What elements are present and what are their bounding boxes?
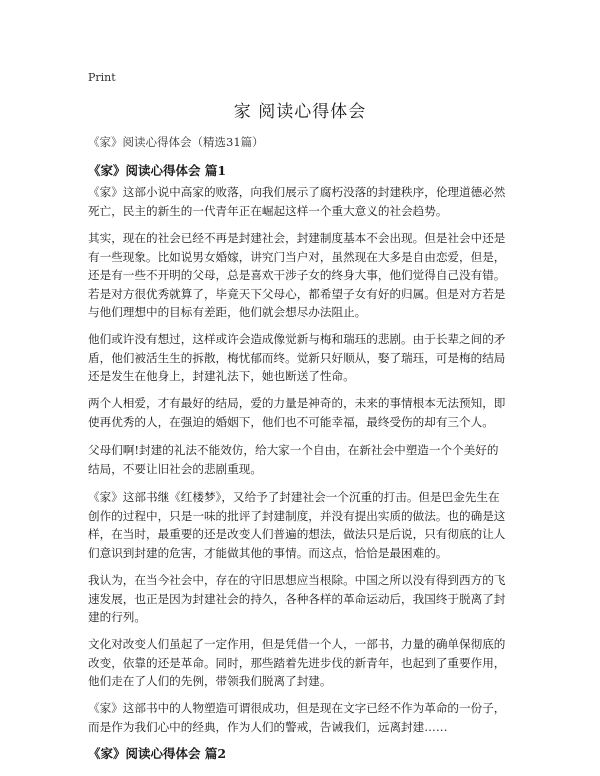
paragraph-line: 建的行列。 — [88, 610, 146, 624]
paragraph-line: 他们或许没有想过，这样或许会造成像觉新与梅和瑞珏的悲剧。由于长辈之间的矛 — [88, 332, 506, 346]
paragraph-line: 《家》这部书中的人物塑造可谓很成功，但是现在文字已经不作为革命的一份子， — [88, 701, 506, 715]
paragraph-line: 《家》这部小说中高家的败落，向我们展示了腐朽没落的封建秩序，伦理道德必然 — [88, 185, 506, 199]
paragraph-line: 若是对方很优秀就算了，毕竟天下父母心，都希望子女有好的归属。但是对方若是 — [88, 286, 506, 301]
paragraph — [88, 183, 516, 220]
paragraph-line: 他们走在了人们的先例，带领我们脱离了封建。 — [88, 674, 332, 688]
paragraph-line: 死亡，民主的新生的一代青年正在崛起这样一个重大意义的社会趋势。 — [88, 203, 448, 218]
paragraph — [88, 330, 516, 386]
paragraph-line: 其实，现在的社会已经不再是封建社会，封建制度基本不会出现。但是社会中还是 — [88, 231, 506, 245]
paragraph — [88, 441, 516, 478]
paragraph-line: 改变，依靠的还是革命。同时，那些踏着先进步伐的新青年，也起到了重要作用， — [88, 655, 506, 670]
print-label[interactable]: Print — [88, 71, 116, 84]
paragraph — [88, 635, 516, 691]
section-heading-2: 《家》阅读心得体会 篇2 — [88, 746, 227, 761]
paragraph-line: 盾，他们被活生生的拆散，梅忧郁而终。觉新只好顺从，娶了瑞珏，可是梅的结局 — [88, 350, 506, 365]
paragraph-line: 们意识到封建的危害，才能做其他的事情。而这点，恰恰是最困难的。 — [88, 545, 448, 560]
paragraph — [88, 571, 516, 627]
paragraph-line: 使再优秀的人，在强迫的婚姻下，他们也不可能幸福，最终受伤的却有三个人。 — [88, 414, 494, 429]
paragraph-line: 结局，不要让旧社会的悲剧重现。 — [88, 461, 262, 476]
paragraph-line: 《家》这部书继《红楼梦》，又给予了封建社会一个沉重的打击。但是巴金先生在 — [88, 490, 500, 504]
paragraph-line: 父母们啊!封建的礼法不能效仿，给大家一个自由，在新社会中塑造一个个美好的 — [88, 443, 499, 457]
page-title: 家 阅读心得体会 — [233, 102, 367, 122]
document-subtitle: 《家》阅读心得体会（精选31篇） — [88, 135, 264, 149]
paragraph — [88, 394, 516, 431]
paragraph-line: 与他们理想中的目标有差距，他们就会想尽办法阻止。 — [88, 305, 367, 319]
section-heading-1: 《家》阅读心得体会 篇1 — [88, 163, 227, 178]
paragraph-line: 速发展，也正是因为封建社会的持久，各种各样的革命运动后，我国终于脱离了封 — [88, 591, 506, 606]
paragraph-line: 还是发生在他身上，封建礼法下，她也断送了性命。 — [88, 369, 355, 383]
paragraph — [88, 699, 516, 736]
paragraph — [88, 229, 516, 322]
paragraph-line: 我认为，在当今社会中，存在的守旧思想应当根除。中国之所以没有得到西方的飞 — [88, 573, 506, 587]
paragraph-line: 还是有一些不开明的父母，总是喜欢干涉子女的终身大事，他们觉得自己没有错。 — [88, 268, 506, 282]
paragraph-line: 有一些现象。比如说男女婚嫁，讲究门当户对，虽然现在大多是自由恋爱，但是， — [88, 249, 506, 264]
paragraph-line: 创作的过程中，只是一味的批评了封建制度，并没有提出实质的做法。也的确是这 — [88, 508, 506, 523]
paragraph — [88, 488, 516, 562]
paragraph-line: 而是作为我们心中的经典，作为人们的警戒，告诫我们，远离封建…… — [88, 719, 448, 734]
paragraph-line: 两个人相爱，才有最好的结局，爱的力量是神奇的，未来的事情根本无法预知，即 — [88, 396, 506, 410]
paragraph-line: 样，在当时，最重要的还是改变人们普遍的想法，做法只是后说，只有彻底的让人 — [88, 527, 506, 541]
paragraph-line: 文化对改变人们虽起了一定作用，但是凭借一个人，一部书，力量的确单保彻底的 — [88, 637, 506, 651]
